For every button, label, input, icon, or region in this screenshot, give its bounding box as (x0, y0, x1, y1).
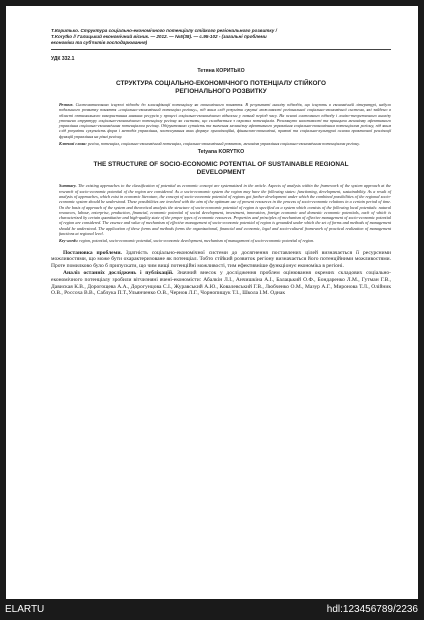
paragraph-text: Здатність соціально-економічної системи до досягнення поставлених цілей визначається її ресурсними можливостями, що може бути охарактеризоване як потенціал. Тобто стійкий розвиток регіону визначається його потенційними можливостями. Проте помилково було б припускати, що чим вищі потенційні можливості, тим ефективніше функціонує економіка в регіоні. (51, 249, 391, 270)
handle-id: hdl:123456789/2236 (326, 604, 418, 615)
title-line: DEVELOPMENT (196, 169, 246, 177)
abstract-ua (51, 102, 391, 139)
section-heading: Постановка проблеми. (63, 249, 122, 256)
title-line: СТРУКТУРА СОЦІАЛЬНО-ЕКОНОМІЧНОГО ПОТЕНЦІАЛУ СТІЙКОГО (116, 80, 326, 87)
paragraph (51, 250, 391, 270)
keywords-text: region, potential, socio-economic potential, socio-economic development, mechanism of management of socio-economic potential of region. (79, 238, 315, 244)
title-ua (51, 80, 391, 96)
keywords-text: регіон, потенціал, соціально-економічний потенціал, соціально-економічний розвиток, механізм управління соціально-економічним потенціалом регіону. (87, 141, 360, 147)
document-page (6, 6, 418, 599)
author-en: Tetyana KORYTKO (197, 149, 245, 156)
keywords-label: Ключові слова: (59, 141, 87, 147)
section-heading: Аналіз останніх досліджень і публікацій. (63, 270, 174, 277)
abstract-text: Систематизовано існуючі підходи до класифікації потенціалу як економічного поняття. В результаті аналізу підходів, що існують в економічній літературі, набуло подальшого розвитку поняття «соціально-економічний потенціал регіону», під яким слід розуміти сукупні можливості регіональної соціально-економічної системи, які зайдено в області оптимального використання наявних ресурсів у процесі соціально-економічного відносин у певний період часу. На основі системного підходу і логіко-теоретичного аналізу уточнено структуру соціально-економічного потенціалу регіону як системи, що складається з окремих потенціалів. Розглянуто властивості та принципи механізму ефективного управління соціально-економічним потенціалом регіону. Обґрунтовано сутність та значення механізму ефективного управління соціально-економічним потенціалом регіону, під яким слід розуміти сукупність форм і методів управління, застосування яких формує організаційні, фінансово-економічні, правові та соціально-культурні основи практичної реалізації функцій управління на рівні регіону. (59, 102, 392, 139)
header-rule (51, 49, 391, 50)
citation-line: економіки та суб'єктів господарювання) (51, 40, 148, 45)
title-line: THE STRUCTURE OF SOCIO-ECONOMIC POTENTIAL OF SUSTAINABLE REGIONAL (93, 161, 349, 169)
keywords-en (51, 238, 391, 243)
repository-name: ELARTU (5, 604, 45, 615)
author-ua: Тетяна КОРИТЬКО (197, 68, 245, 74)
abstract-label: Summary. (59, 183, 77, 189)
paragraph (51, 270, 391, 297)
abstract-label: Резюме. (59, 102, 74, 107)
citation-line: Т.Коритько. Структура соціально-економічного потенціалу стійкого регіонального розвитку / (51, 28, 277, 33)
abstract-text: The existing approaches to the classification of potential as economic concept are systematized in the article. Aspects of analysis within the framework of the system approach at the research of socio-economic potential of the region are considered. As a socio-economic system the region may have the following states: functioning, development, sustainability. As a result of analysis of approaches, which exist in economic literature, the concept of socio-economic potential of regions got further development under which the combined possibilities of the regional socio-economic system should be understood. These possibilities are involved with the aim of the optimum use of present resources in the process of socio-economic relations in a certain period of time. On the basis of approach of the system and theoretical analysis the structure of socio-economic potential of region is specified as a system which consists of the following local potentials: natural resources, labour, enterprise, production, financial, economic potential of social development, investment, innovation, foreign economic and domestic economic potentials, each of which is characterized by certain quantitative and high-quality state of the proper types of economic resources. Properties and principles of mechanism of effective management of socio-economic potential of region are considered. The essence and value of mechanism of effective management of socio-economic potential of region is grounded under which the set of forms and methods of management should be understood. The application of these forms and methods forms the organizational, financial and economic, legal and socio-cultural framework of practical realization of management functions at regional level. (59, 183, 392, 237)
page-content (51, 28, 391, 297)
paragraph-text: Значний внесок у дослідження проблем оцінювання окремих складових соціально-економічного потенціалу зробили вітчизняні вчені-економісти: Абалкін Л.І., Анчишкіна А.І., Балацький О.Ф., Бондаренко Л.М., Гутман Г.В., Давиская К.В., Дорогощева А.А., Дорогунцова С.І., Журавський А.Ю., Ковалевський Г.В., Любченко О.М., Мазур А.Г., Миронова Т.Л., Олійник О.В., Россоха В.В., Саблука П.Т.,Ульянченко О.В., Чернов Л.Г., Чорнопищук Т.І., Школа І.М. Однак (51, 270, 391, 297)
body-text (51, 250, 391, 298)
keywords-ua (51, 141, 391, 146)
keywords-label: Key words: (59, 238, 79, 244)
abstract-en (51, 183, 391, 236)
citation-line: T.Korytko // Галицький економічний вісник. — 2012. — №5(38). — с.95-102 - (загальні проблеми (51, 34, 267, 39)
viewer-footer (0, 603, 424, 620)
title-en (51, 161, 391, 177)
udk-code: УДК 332.1 (51, 56, 75, 62)
title-line: РЕГІОНАЛЬНОГО РОЗВИТКУ (175, 88, 267, 95)
citation-header (51, 28, 391, 46)
